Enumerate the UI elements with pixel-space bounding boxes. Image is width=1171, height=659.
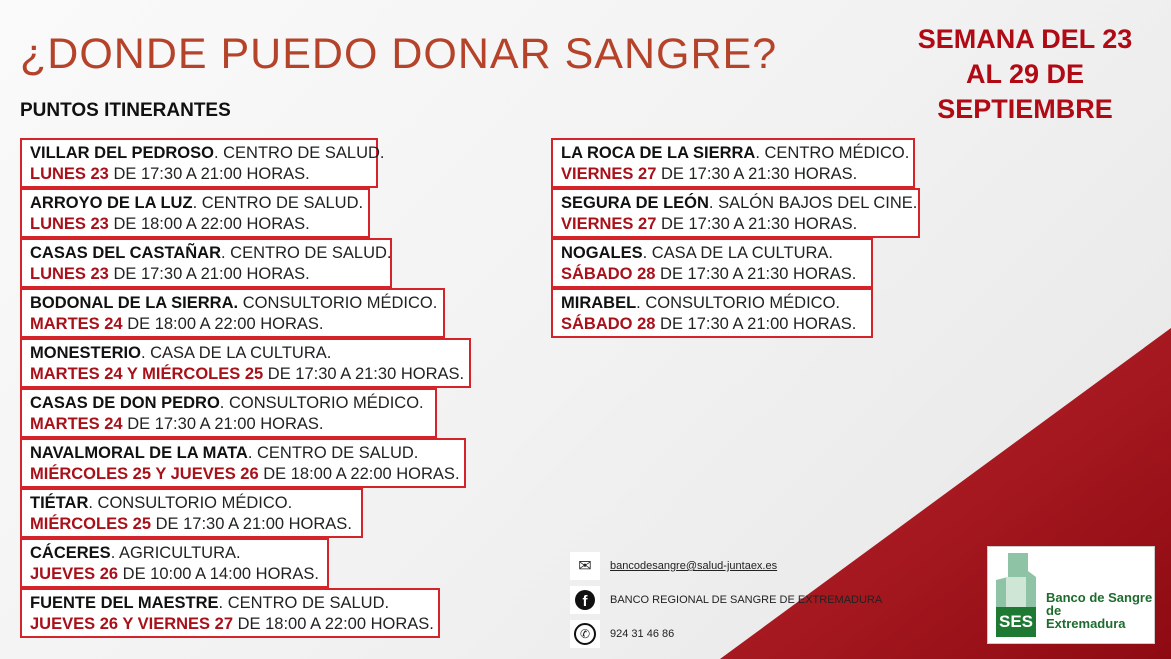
location-entry <box>20 438 466 488</box>
week-line: SEPTIEMBRE <box>937 94 1113 124</box>
location-line <box>30 443 464 464</box>
place-name: VILLAR DEL PEDROSO <box>30 144 214 162</box>
hours: DE 17:30 A 21:00 HORAS. <box>655 315 857 333</box>
day: LUNES 23 <box>30 265 109 283</box>
location-entry <box>20 538 329 588</box>
place-name: MONESTERIO <box>30 344 141 362</box>
day: JUEVES 26 <box>30 565 119 583</box>
week-line: AL 29 DE <box>965 59 1085 89</box>
place-name: CÁCERES <box>30 544 111 562</box>
phone-number: 924 31 46 86 <box>610 628 675 640</box>
ses-logo <box>987 546 1155 644</box>
day: MARTES 24 <box>30 315 123 333</box>
venue: . CONSULTORIO MÉDICO. <box>219 394 424 412</box>
hours: DE 17:30 A 21:30 HORAS. <box>656 215 858 233</box>
logo-text: Extremadura <box>1046 616 1126 631</box>
place-name: BODONAL DE LA SIERRA. <box>30 294 239 312</box>
location-line <box>30 193 368 214</box>
venue: . CENTRO MÉDICO. <box>755 144 910 162</box>
schedule-line <box>30 364 469 385</box>
location-line <box>30 393 435 414</box>
venue: . CENTRO DE SALUD. <box>213 144 385 162</box>
contact-facebook <box>570 586 882 614</box>
facebook-icon: f <box>570 586 600 614</box>
location-line <box>561 143 913 164</box>
location-line <box>561 243 871 264</box>
day: LUNES 23 <box>30 215 109 233</box>
day: MARTES 24 <box>30 415 123 433</box>
phone-icon: ✆ <box>570 620 600 648</box>
hours: DE 18:00 A 22:00 HORAS. <box>122 315 324 333</box>
location-line <box>30 143 385 164</box>
schedule-line <box>561 264 871 285</box>
place-name: MIRABEL <box>561 294 637 312</box>
location-entry <box>20 588 440 638</box>
location-entry <box>551 188 920 238</box>
hours: DE 18:00 A 22:00 HORAS. <box>233 615 434 633</box>
location-entry <box>20 138 385 188</box>
logo-text: de <box>1046 603 1062 618</box>
place-name: ARROYO DE LA LUZ <box>30 194 193 212</box>
venue: . AGRICULTURA. <box>110 544 241 562</box>
hours: DE 10:00 A 14:00 HORAS. <box>118 565 319 583</box>
hours: DE 18:00 A 22:00 HORAS. <box>108 215 310 233</box>
schedule-line <box>30 214 368 235</box>
place-name: FUENTE DEL MAESTRE <box>30 594 219 612</box>
schedule-line <box>561 214 918 235</box>
hours: DE 18:00 A 22:00 HORAS. <box>258 465 460 483</box>
facebook-name: BANCO REGIONAL DE SANGRE DE EXTREMADURA <box>610 594 883 606</box>
schedule-line <box>30 514 361 535</box>
place-name: TIÉTAR <box>30 494 89 512</box>
hours: DE 17:30 A 21:00 HORAS. <box>108 165 310 183</box>
day: VIERNES 27 <box>561 215 657 233</box>
location-entry <box>551 288 873 338</box>
section-subtitle: PUNTOS ITINERANTES <box>20 100 231 121</box>
contact-email <box>570 552 777 580</box>
schedule-line <box>30 564 327 585</box>
place-name: SEGURA DE LEÓN <box>561 194 709 212</box>
place-name: NAVALMORAL DE LA MATA <box>30 444 248 462</box>
location-line <box>30 543 327 564</box>
week-line: SEMANA DEL 23 <box>917 24 1133 54</box>
contact-phone <box>570 620 674 648</box>
day: MIÉRCOLES 25 Y JUEVES 26 <box>30 465 259 483</box>
mail-icon: ✉ <box>570 552 600 580</box>
location-entry <box>20 338 471 388</box>
hours: DE 17:30 A 21:00 HORAS. <box>151 515 352 533</box>
location-entry <box>20 188 370 238</box>
schedule-line <box>30 614 438 635</box>
venue: . CASA DE LA CULTURA. <box>140 344 332 362</box>
day: MIÉRCOLES 25 <box>30 515 152 533</box>
location-line <box>30 593 438 614</box>
location-entry <box>20 238 392 288</box>
day: LUNES 23 <box>30 165 109 183</box>
venue: . CENTRO DE SALUD. <box>192 194 364 212</box>
location-entry <box>20 488 363 538</box>
hours: DE 17:30 A 21:30 HORAS. <box>656 165 858 183</box>
venue: . CENTRO DE SALUD. <box>247 444 419 462</box>
day: SÁBADO 28 <box>561 315 656 333</box>
logo-abbr: SES <box>996 607 1036 637</box>
schedule-line <box>561 164 913 185</box>
location-line <box>561 193 918 214</box>
schedule-line <box>30 164 376 185</box>
location-line <box>30 243 390 264</box>
schedule-line <box>561 314 871 335</box>
place-name: CASAS DE DON PEDRO <box>30 394 220 412</box>
venue: . CENTRO DE SALUD. <box>218 594 390 612</box>
location-line <box>30 493 361 514</box>
week-label <box>900 22 1150 127</box>
day: MARTES 24 Y MIÉRCOLES 25 <box>30 365 264 383</box>
location-entry <box>20 388 437 438</box>
email-link[interactable]: bancodesangre@salud-juntaex.es <box>610 560 778 572</box>
location-line <box>30 343 469 364</box>
day: SÁBADO 28 <box>561 265 656 283</box>
logo-text: Banco de Sangre <box>1046 590 1153 605</box>
location-entry <box>20 288 445 338</box>
location-entry <box>551 238 873 288</box>
hours: DE 17:30 A 21:30 HORAS. <box>263 365 465 383</box>
venue: . CONSULTORIO MÉDICO. <box>88 494 293 512</box>
schedule-line <box>30 264 390 285</box>
day: VIERNES 27 <box>561 165 657 183</box>
schedule-line <box>30 464 464 485</box>
location-entry <box>551 138 915 188</box>
venue: . CENTRO DE SALUD. <box>220 244 392 262</box>
day: JUEVES 26 Y VIERNES 27 <box>30 615 234 633</box>
venue: . CASA DE LA CULTURA. <box>642 244 834 262</box>
page-title: ¿DONDE PUEDO DONAR SANGRE? <box>20 30 778 78</box>
place-name: LA ROCA DE LA SIERRA <box>561 144 756 162</box>
venue: . SALÓN BAJOS DEL CINE. <box>708 194 918 212</box>
place-name: CASAS DEL CASTAÑAR <box>30 244 221 262</box>
location-line <box>30 293 443 314</box>
hours: DE 17:30 A 21:00 HORAS. <box>122 415 324 433</box>
hours: DE 17:30 A 21:30 HORAS. <box>655 265 857 283</box>
venue: . CONSULTORIO MÉDICO. <box>636 294 840 312</box>
hours: DE 17:30 A 21:00 HORAS. <box>108 265 310 283</box>
location-line <box>561 293 871 314</box>
schedule-line <box>30 414 435 435</box>
venue: CONSULTORIO MÉDICO. <box>238 294 438 312</box>
place-name: NOGALES <box>561 244 643 262</box>
schedule-line <box>30 314 443 335</box>
